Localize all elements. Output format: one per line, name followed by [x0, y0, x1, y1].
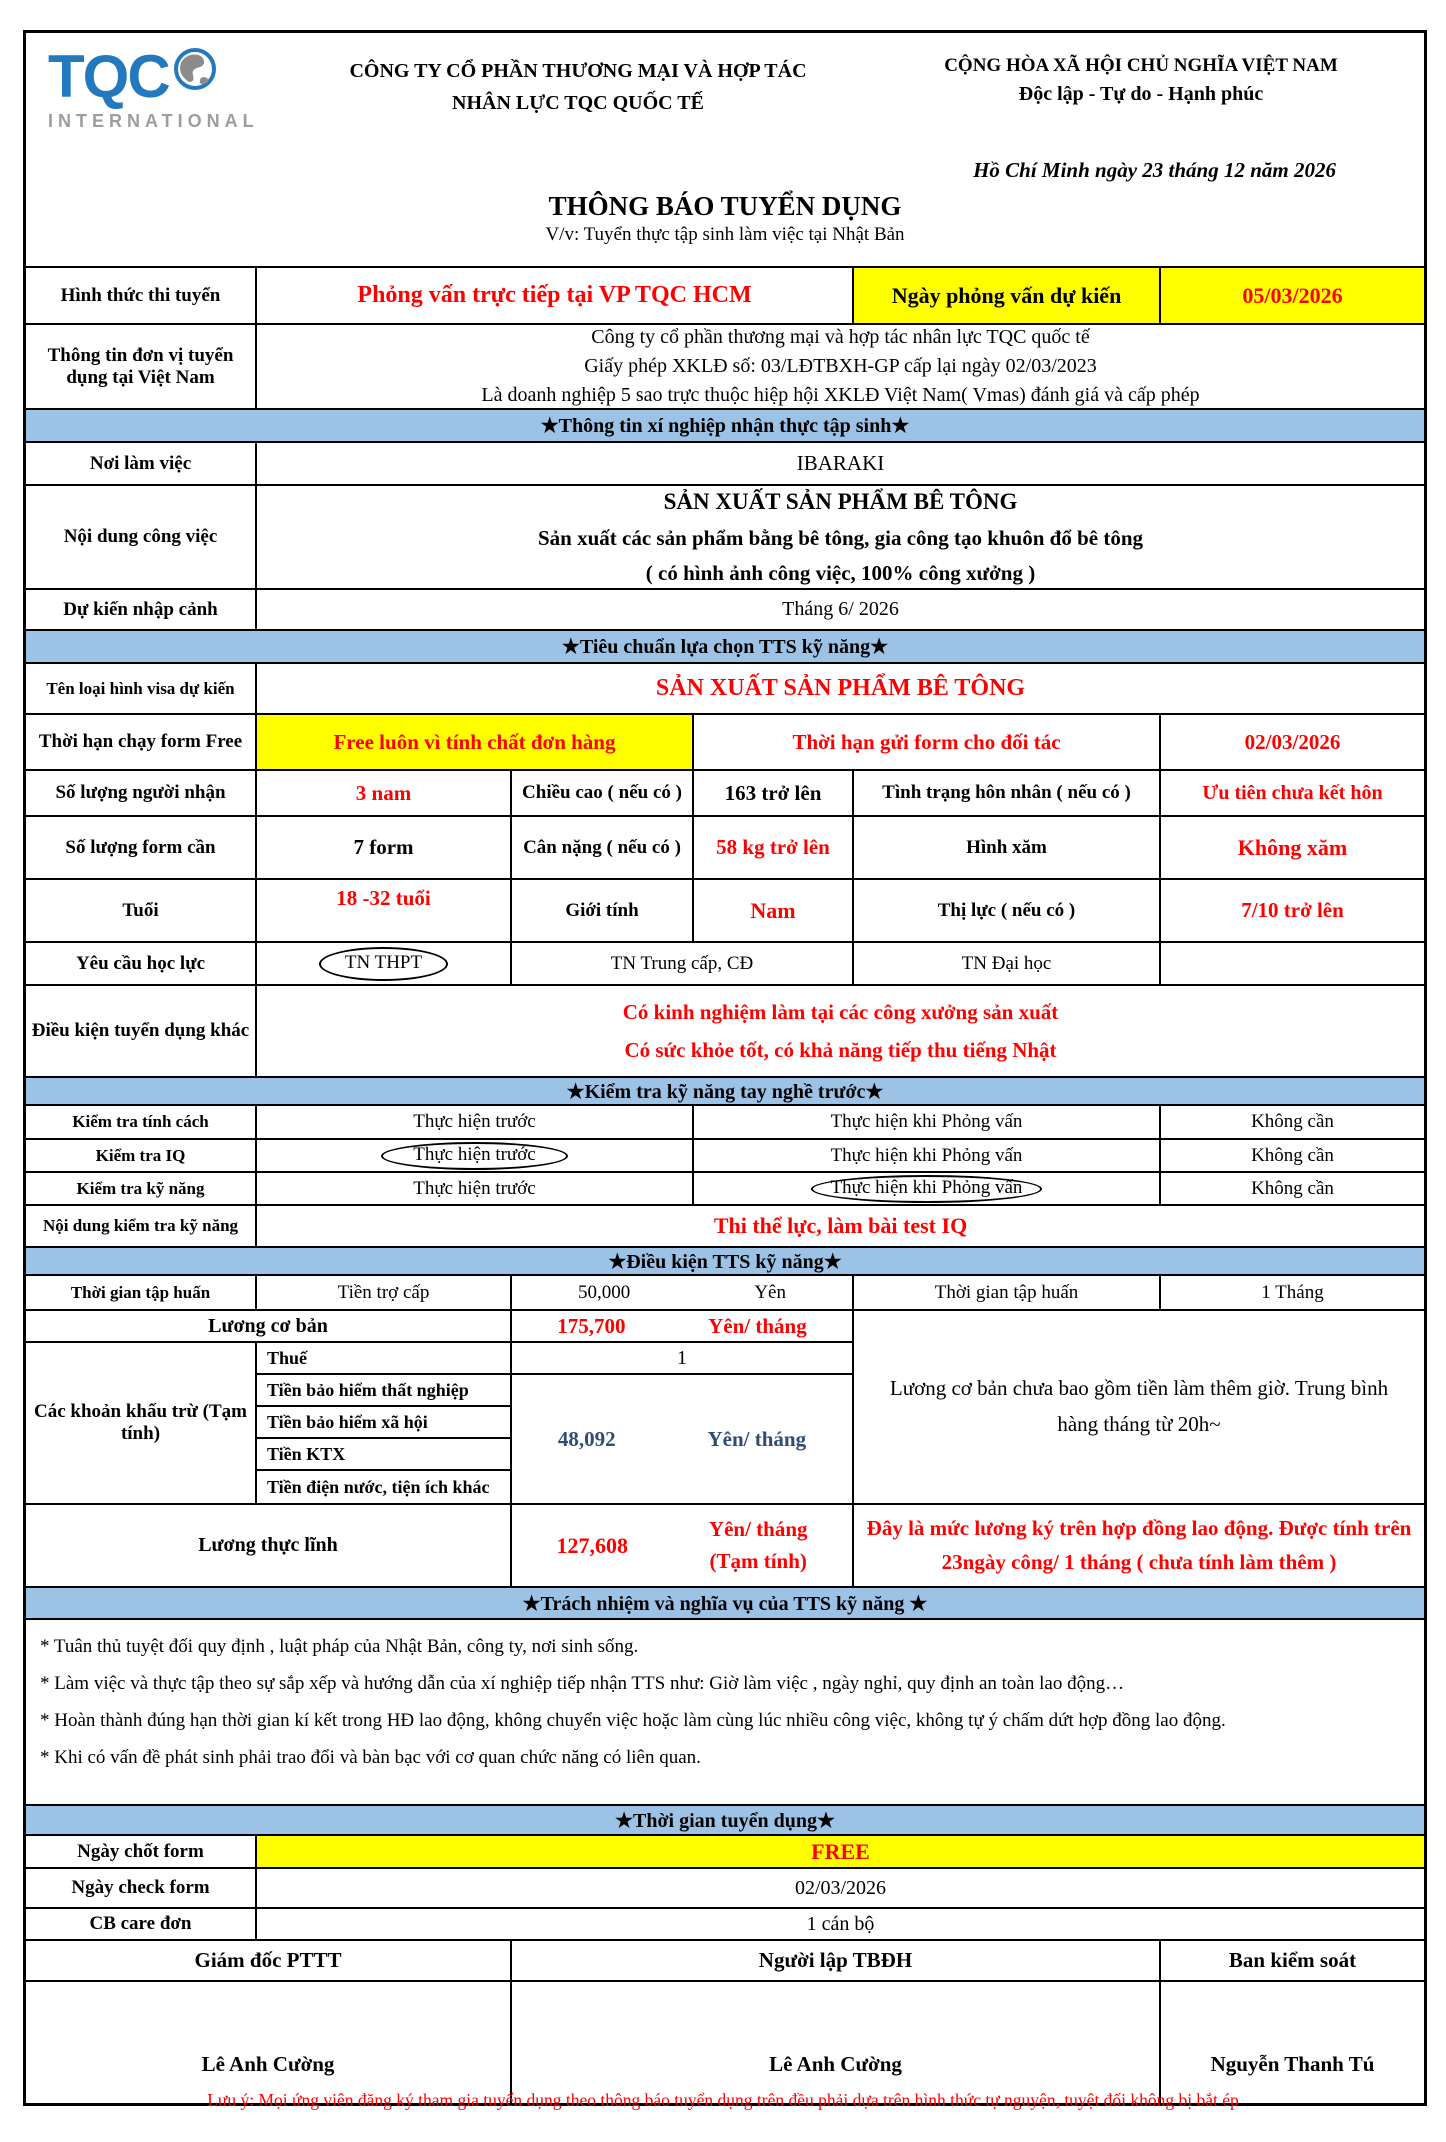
age-value: 18 -32 tuổi: [257, 880, 512, 941]
job-title: SẢN XUẤT SẢN PHẨM BÊ TÔNG: [663, 489, 1018, 515]
base-salary-cell: [512, 1311, 852, 1341]
education-option-3: TN Đại học: [854, 943, 1161, 984]
education-option-1: [257, 943, 512, 984]
interview-method-value: Phỏng vấn trực tiếp tại VP TQC HCM: [257, 268, 854, 323]
row-training: [26, 1276, 1424, 1311]
republic-title: CỘNG HÒA XÃ HỘI CHỦ NGHĨA VIỆT NAM: [944, 55, 1338, 76]
banner-conditions: ★Điều kiện TTS kỹ năng★: [26, 1248, 1424, 1276]
other-conditions-line-2: Có sức khỏe tốt, có khả năng tiếp thu tiếng Nhật: [624, 1037, 1057, 1062]
deduction-values-col: [512, 1343, 852, 1503]
deduction-item-unemployment: Tiền bảo hiểm thất nghiệp: [257, 1375, 510, 1407]
net-salary-cell: [512, 1505, 854, 1586]
marital-label: Tình trạng hôn nhân ( nếu có ): [854, 771, 1161, 815]
globe-icon: [173, 47, 217, 96]
interview-method-label: Hình thức thi tuyển: [26, 268, 257, 323]
banner-company-info: ★Thông tin xí nghiệp nhận thực tập sinh★: [26, 410, 1424, 443]
deduction-item-tax: Thuế: [257, 1343, 510, 1375]
allowance-label: Tiền trợ cấp: [257, 1276, 512, 1309]
net-salary-unit-line2: (Tạm tính): [709, 1548, 807, 1573]
gender-label: Giới tính: [512, 880, 694, 941]
education-label: Yêu cầu học lực: [26, 943, 257, 984]
responsibility-list: [26, 1620, 1424, 1806]
sig-name-preparer: Lê Anh Cường: [512, 1982, 1161, 2103]
gender-value: Nam: [694, 880, 854, 941]
salary-section: [26, 1311, 1424, 1505]
recruiter-line-1: Công ty cổ phần thương mại và hợp tác nhân lực TQC quốc tế: [591, 326, 1090, 348]
forms-label: Số lượng form cần: [26, 817, 257, 878]
row-form-deadline: [26, 715, 1424, 771]
deduction-items-col: [257, 1343, 512, 1503]
recruitment-notice-table: [23, 30, 1427, 2106]
form-deadline-value: 02/03/2026: [1244, 729, 1341, 754]
test-content-value: Thi thể lực, làm bài test IQ: [713, 1213, 968, 1238]
job-desc: Sản xuất các sản phẩm bằng bê tông, gia công tạo khuôn đổ bê tông: [537, 526, 1144, 551]
base-salary-value: 175,700: [557, 1313, 626, 1338]
deduction-total-cell: [512, 1375, 852, 1503]
allowance-unit: Yên: [754, 1281, 786, 1303]
base-salary-note: Lương cơ bản chưa bao gồm tiền làm thêm giờ. Trung bình hàng tháng từ 20h~: [889, 1376, 1389, 1436]
doc-subtitle: V/v: Tuyển thực tập sinh làm việc tại Nhật Bản: [545, 224, 905, 245]
other-conditions-line-1: Có kinh nghiệm làm tại các công xưởng sản xuất: [622, 1000, 1059, 1024]
deduction-total-value: 48,092: [557, 1426, 616, 1451]
test-content-label: Nội dung kiểm tra kỹ năng: [26, 1206, 257, 1246]
sig-name-director: Lê Anh Cường: [26, 1982, 512, 2103]
banner-skill-check: ★Kiểm tra kỹ năng tay nghề trước★: [26, 1078, 1424, 1106]
row-age: [26, 880, 1424, 943]
base-salary-label: Lương cơ bản: [26, 1311, 512, 1341]
form-free-value: Free luôn vì tính chất đơn hàng: [257, 715, 694, 769]
recruiter-label: Thông tin đơn vị tuyển dụng tại Việt Nam: [26, 325, 257, 408]
visa-value: SẢN XUẤT SẢN PHẨM BÊ TÔNG: [655, 675, 1026, 701]
skill-check-during: Thực hiện khi Phỏng vấn: [694, 1140, 1161, 1171]
allowance-value: 50,000: [578, 1281, 631, 1303]
skill-selected-circle: Thực hiện khi Phỏng vấn: [811, 1175, 1043, 1203]
skill-check-label: Kiểm tra IQ: [26, 1140, 257, 1171]
responsibility-item-3: * Hoàn thành đúng hạn thời gian kí kết trong HĐ lao động, không chuyển việc hoặc làm cùng lúc nhiều công việc, không tự ý chấm dứt hợp đồng lao động.: [40, 1710, 1226, 1732]
company-logo: [26, 41, 298, 132]
training-label: Thời gian tập huấn: [26, 1276, 257, 1309]
sig-title-director: Giám đốc PTTT: [26, 1941, 512, 1980]
weight-value: 58 kg trở lên: [694, 817, 854, 878]
deductions-block: [26, 1343, 852, 1503]
form-free-label: Thời hạn chạy form Free: [26, 715, 257, 769]
row-other-conditions: [26, 986, 1424, 1078]
skill-check-label: Kiểm tra tính cách: [26, 1106, 257, 1138]
marital-value: Ưu tiên chưa kết hôn: [1202, 781, 1383, 804]
recruiter-line-3: Là doanh nghiệp 5 sao trực thuộc hiệp hội XKLĐ Việt Nam( Vmas) đánh giá và cấp phép: [481, 384, 1200, 406]
row-check-form: [26, 1869, 1424, 1909]
training-duration-value: 1 Tháng: [1261, 1281, 1324, 1303]
job-content: [257, 486, 1424, 588]
company-name-line1: CÔNG TY CỔ PHẦN THƯƠNG MẠI VÀ HỢP TÁC: [349, 60, 807, 82]
iq-selected-circle: Thực hiện trước: [381, 1142, 567, 1170]
vision-value: 7/10 trở lên: [1241, 898, 1344, 922]
skill-check-row-personality: [26, 1106, 1424, 1140]
deduction-item-social: Tiền bảo hiểm xã hội: [257, 1407, 510, 1439]
net-salary-note: Đây là mức lương ký trên hợp đồng lao động. Được tính trên 23ngày công/ 1 tháng ( chưa tính làm thêm ): [866, 1515, 1412, 1574]
cb-care-label: CB care đơn: [26, 1909, 257, 1939]
tattoo-label: Hình xăm: [854, 817, 1161, 878]
row-close-form: [26, 1836, 1424, 1869]
interview-date-label: Ngày phỏng vấn dự kiến: [854, 268, 1161, 323]
header-top: [26, 33, 1424, 132]
row-base-salary: [26, 1311, 852, 1343]
row-recruiter: [26, 325, 1424, 410]
close-form-value: FREE: [257, 1836, 1424, 1867]
skill-check-none: Không cần: [1251, 1111, 1334, 1132]
job-label: Nội dung công việc: [26, 486, 257, 588]
row-net-salary: [26, 1505, 1424, 1588]
republic-motto: Độc lập - Tự do - Hạnh phúc: [1018, 83, 1264, 105]
interview-date-value: 05/03/2026: [1161, 268, 1424, 323]
deduction-item-utilities: Tiền điện nước, tiện ích khác: [267, 1476, 490, 1497]
recruiter-line-2: Giấy phép XKLĐ số: 03/LĐTBXH-GP cấp lại ngày 02/03/2023: [584, 355, 1097, 377]
height-label: Chiều cao ( nếu có ): [512, 771, 694, 815]
visa-label: Tên loại hình visa dự kiến: [26, 664, 257, 713]
company-name-line2: NHÂN LỰC TQC QUỐC TẾ: [452, 92, 704, 114]
banner-schedule: ★Thời gian tuyển dụng★: [26, 1806, 1424, 1836]
tax-value: 1: [512, 1343, 852, 1375]
recruiter-info: [257, 325, 1424, 408]
responsibility-item-1: * Tuân thủ tuyệt đối quy định , luật pháp của Nhật Bản, công ty, nơi sinh sống.: [40, 1636, 639, 1657]
workplace-label: Nơi làm việc: [26, 443, 257, 484]
allowance-cell: [512, 1276, 854, 1309]
deduction-item-dorm: Tiền KTX: [257, 1439, 510, 1471]
weight-label: Cân nặng ( nếu có ): [512, 817, 694, 878]
job-note: ( có hình ảnh công việc, 100% công xưởng ): [645, 560, 1036, 585]
entry-value: Tháng 6/ 2026: [782, 598, 899, 620]
header-section: [26, 33, 1424, 268]
quantity-value: 3 nam: [257, 771, 512, 815]
salary-left: [26, 1311, 854, 1503]
base-salary-unit: Yên/ tháng: [708, 1313, 807, 1338]
row-workplace: [26, 443, 1424, 486]
skill-check-before: Thực hiện trước: [257, 1106, 694, 1138]
training-duration-label: Thời gian tập huấn: [854, 1276, 1161, 1309]
deductions-label: Các khoản khấu trừ (Tạm tính): [26, 1343, 257, 1503]
check-form-label: Ngày check form: [26, 1869, 257, 1907]
skill-check-label: Kiểm tra kỹ năng: [26, 1173, 257, 1204]
doc-title: THÔNG BÁO TUYỂN DỤNG: [548, 191, 902, 221]
row-education: [26, 943, 1424, 986]
skill-check-none: Không cần: [1251, 1144, 1334, 1166]
skill-check-before: [257, 1140, 694, 1171]
other-conditions-label: Điều kiện tuyển dụng khác: [26, 986, 257, 1076]
entry-label: Dự kiến nhập cảnh: [26, 590, 257, 629]
date-line: Hồ Chí Minh ngày 23 tháng 12 năm 2026: [973, 158, 1336, 182]
banner-responsibility: ★Trách nhiệm và nghĩa vụ của TTS kỹ năng ★: [26, 1588, 1424, 1620]
row-forms: [26, 817, 1424, 880]
cb-care-value: 1 cán bộ: [806, 1912, 875, 1935]
height-value: 163 trở lên: [694, 771, 854, 815]
row-signatures: [26, 1982, 1424, 2103]
skill-check-none: Không cần: [1251, 1177, 1334, 1199]
sig-title-control: Ban kiểm soát: [1228, 1948, 1357, 1972]
net-salary-unit-line1: Yên/ tháng: [708, 1517, 808, 1541]
row-signature-titles: [26, 1941, 1424, 1982]
banner-criteria: ★Tiêu chuẩn lựa chọn TTS kỹ năng★: [26, 631, 1424, 664]
row-entry: [26, 590, 1424, 631]
education-empty: [1161, 943, 1424, 984]
responsibility-item-2: * Làm việc và thực tập theo sự sắp xếp và hướng dẫn của xí nghiệp tiếp nhận TTS như: Giờ làm việc , ngày nghỉ, quy định an toàn lao động…: [40, 1673, 1125, 1695]
net-salary-unit: [709, 1514, 808, 1577]
skill-check-before: Thực hiện trước: [257, 1173, 694, 1204]
company-name: [298, 41, 858, 119]
workplace-value: IBARAKI: [796, 451, 885, 475]
forms-value: 7 form: [257, 817, 512, 878]
responsibility-item-4: * Khi có vấn đề phát sinh phải trao đổi và bàn bạc với cơ quan chức năng có liên quan.: [40, 1747, 701, 1769]
tattoo-value: Không xăm: [1237, 834, 1348, 860]
logo-line: [48, 43, 298, 110]
education-option-2: TN Trung cấp, CĐ: [512, 943, 854, 984]
form-deadline-label: Thời hạn gửi form cho đối tác: [694, 715, 1161, 769]
footer-note: Lưu ý: Mọi ứng viên đăng ký tham gia tuyển dụng theo thông báo tuyển dụng trên đều phải dựa trên hình thức tự nguyện, tuyệt đối không bị bắt ép: [207, 2090, 1239, 2110]
other-conditions-value: [257, 986, 1424, 1076]
row-quantity: [26, 771, 1424, 817]
vision-label: Thị lực ( nếu có ): [854, 880, 1161, 941]
skill-check-row-iq: [26, 1140, 1424, 1173]
skill-check-during: [694, 1173, 1161, 1204]
republic-block: [858, 41, 1424, 106]
skill-check-during: Thực hiện khi Phỏng vấn: [694, 1106, 1161, 1138]
check-form-value: 02/03/2026: [794, 1876, 887, 1899]
row-job-content: [26, 486, 1424, 590]
deduction-total-unit: Yên/ tháng: [707, 1426, 807, 1451]
net-salary-label: Lương thực lĩnh: [26, 1505, 512, 1586]
age-label: Tuổi: [26, 880, 257, 941]
row-cb-care: [26, 1909, 1424, 1941]
education-selected-circle: TN THPT: [319, 947, 448, 981]
sig-name-control: Nguyễn Thanh Tú: [1210, 2052, 1375, 2076]
row-visa: [26, 664, 1424, 715]
logo-text: TQC: [48, 43, 169, 110]
net-salary-value: 127,608: [556, 1532, 628, 1558]
row-test-content: [26, 1206, 1424, 1248]
row-interview: [26, 268, 1424, 325]
quantity-label: Số lượng người nhận: [26, 771, 257, 815]
sig-title-preparer: Người lập TBĐH: [512, 1941, 1161, 1980]
skill-check-row-skill: [26, 1173, 1424, 1206]
close-form-label: Ngày chốt form: [26, 1836, 257, 1867]
logo-subtext: INTERNATIONAL: [48, 111, 259, 131]
